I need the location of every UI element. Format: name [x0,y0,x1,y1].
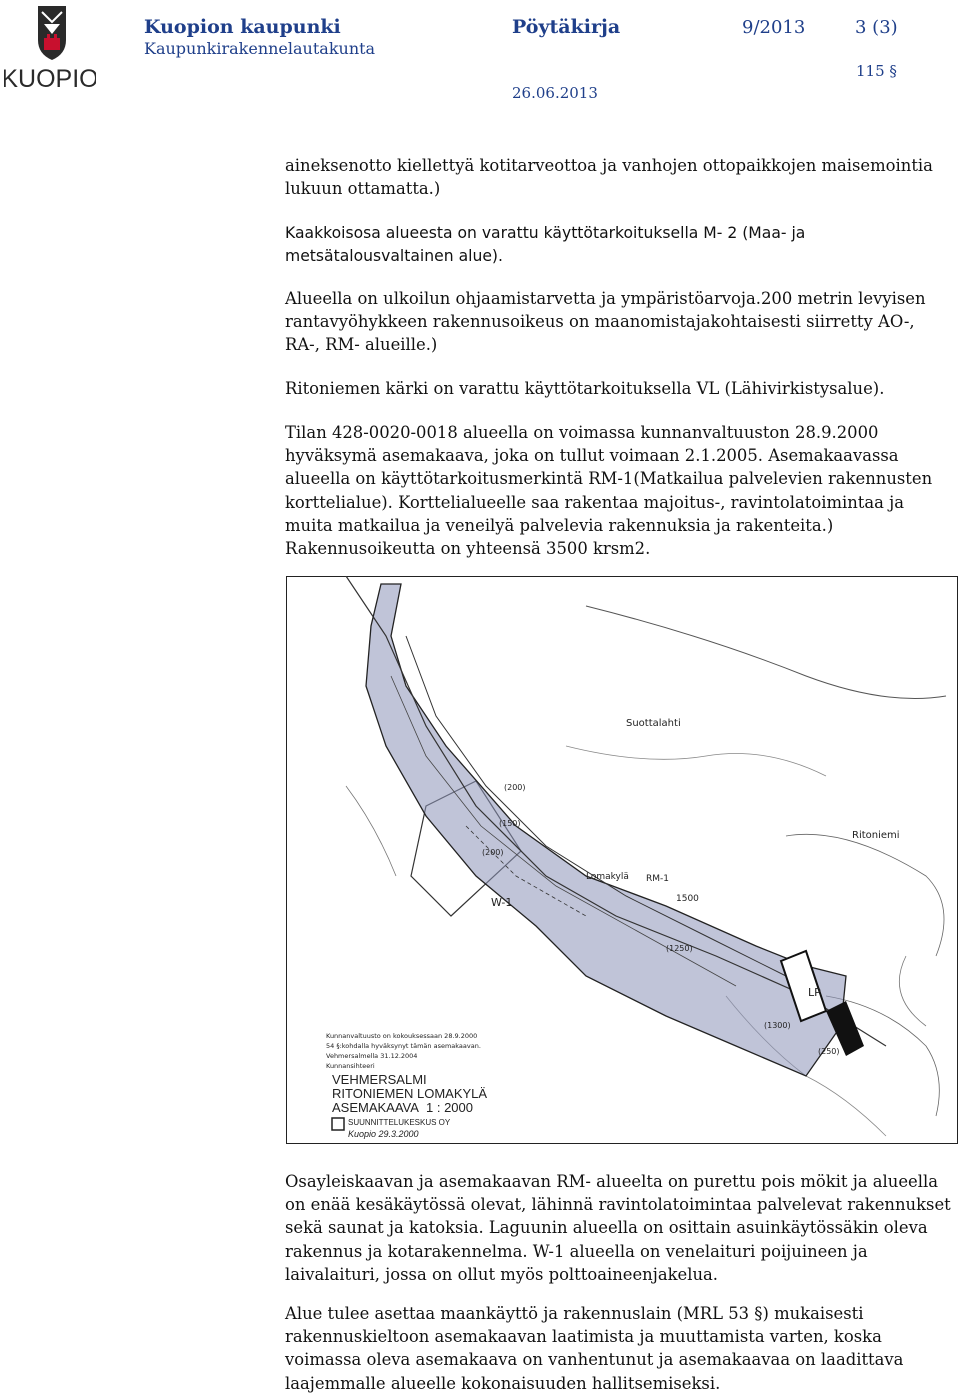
svg-text:RITONIEMEN LOMAKYLÄ: RITONIEMEN LOMAKYLÄ [332,1086,488,1101]
svg-text:ASEMAKAAVA: ASEMAKAAVA [332,1100,419,1115]
section-number: 115 § [856,62,897,80]
zoning-plan-map [286,576,958,1144]
kuopio-logo [4,4,96,96]
paragraph-1: aineksenotto kiellettyä kotitarveottoa ja vanhojen ottopaikkojen maisemointia lukuun ottamatta.) [285,156,933,199]
paragraph-6: Osayleiskaavan ja asemakaavan RM- alueelta on purettu pois mökit ja alueella on enää kesäkäytössä olevat, lähinnä ravintolatoimintaa palvelevat rakennukset sekä saunat ja katoksia. Laguunin alueella on osittain asuinkäytössäkin oleva rakennus ja kotarakennelma. W-1 alueella on venelaituri poijuineen ja laivalaituri, jossa on ollut myös polttoaineenjakelua. [285,1172,951,1284]
svg-text:1 : 2000: 1 : 2000 [426,1100,473,1115]
meeting-date: 26.06.2013 [512,84,598,102]
svg-text:Kunnanvaltuusto on kokouksessa: Kunnanvaltuusto on kokouksessaan 28.9.2000 [326,1032,478,1040]
paragraph-2: Kaakkoisosa alueesta on varattu käyttötarkoituksella M- 2 (Maa- ja metsätalousvaltainen alue). [285,224,806,266]
page-number: 3 (3) [855,17,898,38]
svg-text:Vehmersalmella 31.12.2004: Vehmersalmella 31.12.2004 [326,1052,418,1060]
svg-text:Kunnansihteeri: Kunnansihteeri [326,1062,375,1070]
svg-text:(250): (250) [818,1047,840,1056]
svg-text:(200): (200) [482,848,504,857]
svg-text:(150): (150) [499,819,521,828]
svg-text:Suottalahti: Suottalahti [626,718,681,729]
svg-text:(1250): (1250) [666,944,693,953]
organization-name: Kuopion kaupunki [144,16,341,38]
svg-text:54 §:kohdalla hyväksynyt tämän: 54 §:kohdalla hyväksynyt tämän asemakaavan. [326,1042,481,1050]
paragraph-4: Ritoniemen kärki on varattu käyttötarkoituksella VL (Lähivirkistysalue). [285,379,885,398]
svg-text:VEHMERSALMI: VEHMERSALMI [332,1072,427,1087]
svg-text:(200): (200) [504,783,526,792]
svg-text:Ritoniemi: Ritoniemi [852,830,900,841]
svg-text:1500: 1500 [676,894,699,904]
committee-name: Kaupunkirakennelautakunta [144,39,376,58]
svg-text:KUOPIO: KUOPIO [4,65,96,93]
document-number: 9/2013 [742,17,806,38]
svg-text:SUUNNITTELUKESKUS OY: SUUNNITTELUKESKUS OY [348,1118,451,1127]
svg-text:LP: LP [808,986,821,999]
svg-text:(1300): (1300) [764,1021,791,1030]
paragraph-3: Alueella on ulkoilun ohjaamistarvetta ja ympäristöarvoja.200 metrin levyisen rantavyöhykkeen rakennusoikeus on maanomistajakohtaisesti siirretty AO-, RA-, RM- alueille.) [285,289,926,355]
paragraph-5: Tilan 428-0020-0018 alueella on voimassa kunnanvaltuuston 28.9.2000 hyväksymä asemakaava, joka on tullut voimaan 2.1.2005. Asemakaavassa alueella on käyttötarkoitusmerkintä RM-1(Matkailua palvelevien rakennusten korttelialue). Korttelialueelle saa rakentaa majoitus-, ravintolatoimintaa ja muita matkailua ja veneilyä palvelevia rakennuksia ja rakenteita.) Rakennusoikeutta on yhteensä 3500 krsm2. [285,423,933,559]
svg-text:Lomakylä: Lomakylä [586,872,629,882]
svg-text:Kuopio 29.3.2000: Kuopio 29.3.2000 [348,1129,419,1139]
paragraph-7: Alue tulee asettaa maankäyttö ja rakennuslain (MRL 53 §) mukaisesti rakennuskieltoon asemakaavan laatimista ja muuttamista varten, koska voimassa oleva asemakaava on vanhentunut ja asemakaavaa on laadittava laajemmalle alueelle kokonaisuuden hallitsemiseksi. [285,1304,904,1393]
svg-text:W-1: W-1 [491,896,513,909]
document-type: Pöytäkirja [512,16,621,38]
svg-text:RM-1: RM-1 [646,874,669,884]
